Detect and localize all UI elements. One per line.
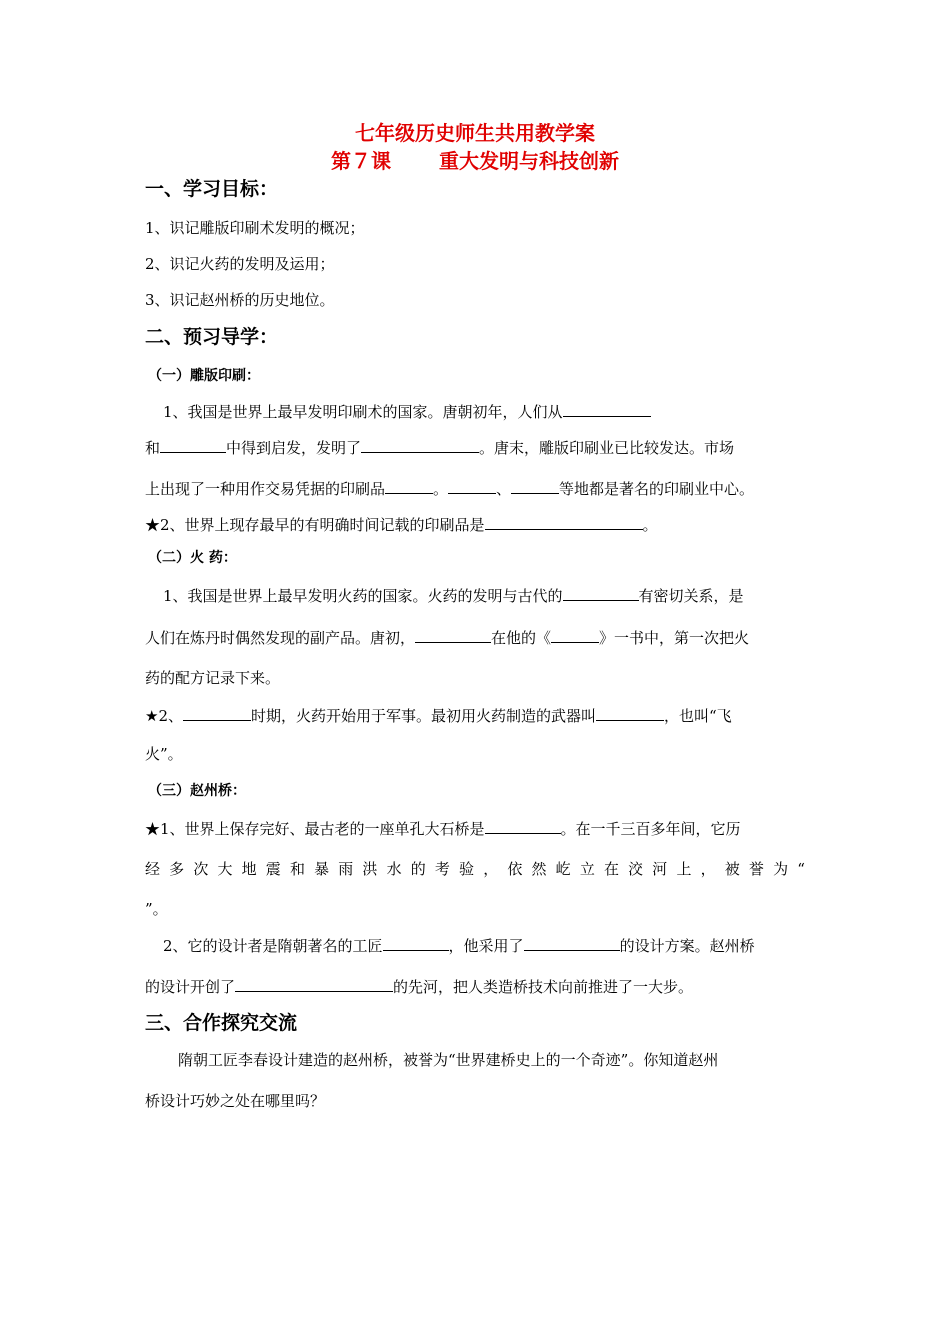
document-title: 七年级历史师生共用教学案 xyxy=(355,121,595,145)
answer-blank[interactable] xyxy=(551,626,599,643)
sub1-q2: ★2、世界上现存最早的有明确时间记载的印刷品是 。 xyxy=(145,513,658,536)
lesson-title-line xyxy=(0,148,950,174)
sub3-q2-line2: 的设计开创了 的先河，把人类造桥技术向前推进了一大步。 xyxy=(145,975,693,998)
answer-blank[interactable] xyxy=(385,477,433,494)
sub2-q1-line2: 人们在炼丹时偶然发现的副产品。唐初， 在他的《 》一书中，第一次把火 xyxy=(145,626,749,649)
sub3-q1-line1: ★1、世界上保存完好、最古老的一座单孔大石桥是 。在一千三百多年间，它历 xyxy=(145,817,741,840)
section3-heading: 三、合作探究交流 xyxy=(145,1012,298,1034)
answer-blank[interactable] xyxy=(596,704,664,721)
answer-blank[interactable] xyxy=(235,975,393,992)
sub1-q1-line2: 和 中得到启发，发明了 。唐末，雕版印刷业已比较发达。市场 xyxy=(145,436,734,459)
sub3-q1-line2: 经 多 次 大 地 震 和 暴 雨 洪 水 的 考 验 ， 依 然 屹 立 在 洨 河 上 ， 被 誉 为 “ xyxy=(145,860,805,878)
sub3-heading: （三）赵州桥： xyxy=(148,783,246,799)
lesson-number: 第７课 xyxy=(331,149,391,173)
objective-3: 3、识记赵州桥的历史地位。 xyxy=(145,291,335,309)
answer-blank[interactable] xyxy=(485,513,643,530)
sub1-q1-line1: 1、我国是世界上最早发明印刷术的国家。唐朝初年，人们从 xyxy=(163,400,651,423)
sub2-q1-line3: 药的配方记录下来。 xyxy=(145,669,281,687)
answer-blank[interactable] xyxy=(563,584,639,601)
answer-blank[interactable] xyxy=(183,704,251,721)
section2-heading: 二、预习导学： xyxy=(145,326,279,348)
section1-heading: 一、学习目标： xyxy=(145,178,279,200)
sub2-q2-line2: 火”。 xyxy=(145,745,183,763)
sub2-q2-line1: ★2、 时期，火药开始用于军事。最初用火药制造的武器叫 ，也叫“飞 xyxy=(145,704,732,727)
sub3-q2-line1: 2、它的设计者是隋朝著名的工匠 ，他采用了 的设计方案。赵州桥 xyxy=(163,934,755,957)
answer-blank[interactable] xyxy=(415,626,491,643)
answer-blank[interactable] xyxy=(448,477,496,494)
sub1-q1-line3: 上出现了一种用作交易凭据的印刷品 。 、 等地都是著名的印刷业中心。 xyxy=(145,477,754,500)
section3-paragraph-line2: 桥设计巧妙之处在哪里吗？ xyxy=(145,1092,326,1110)
section3-paragraph-line1: 隋朝工匠李春设计建造的赵州桥，被誉为“世界建桥史上的一个奇迹”。你知道赵州 xyxy=(178,1051,719,1069)
answer-blank[interactable] xyxy=(563,400,651,417)
answer-blank[interactable] xyxy=(383,934,449,951)
answer-blank[interactable] xyxy=(511,477,559,494)
answer-blank[interactable] xyxy=(485,817,561,834)
answer-blank[interactable] xyxy=(361,436,479,453)
lesson-title: 重大发明与科技创新 xyxy=(439,149,619,173)
objective-1: 1、识记雕版印刷术发明的概况； xyxy=(145,219,365,237)
sub3-q1-line3: ”。 xyxy=(145,900,168,918)
objective-2: 2、识记火药的发明及运用； xyxy=(145,255,335,273)
answer-blank[interactable] xyxy=(524,934,620,951)
answer-blank[interactable] xyxy=(160,436,226,453)
sub2-q1-line1: 1、我国是世界上最早发明火药的国家。火药的发明与古代的 有密切关系，是 xyxy=(163,584,744,607)
sub2-heading: （二）火 药： xyxy=(148,550,237,566)
sub1-heading: （一）雕版印刷： xyxy=(148,368,260,384)
